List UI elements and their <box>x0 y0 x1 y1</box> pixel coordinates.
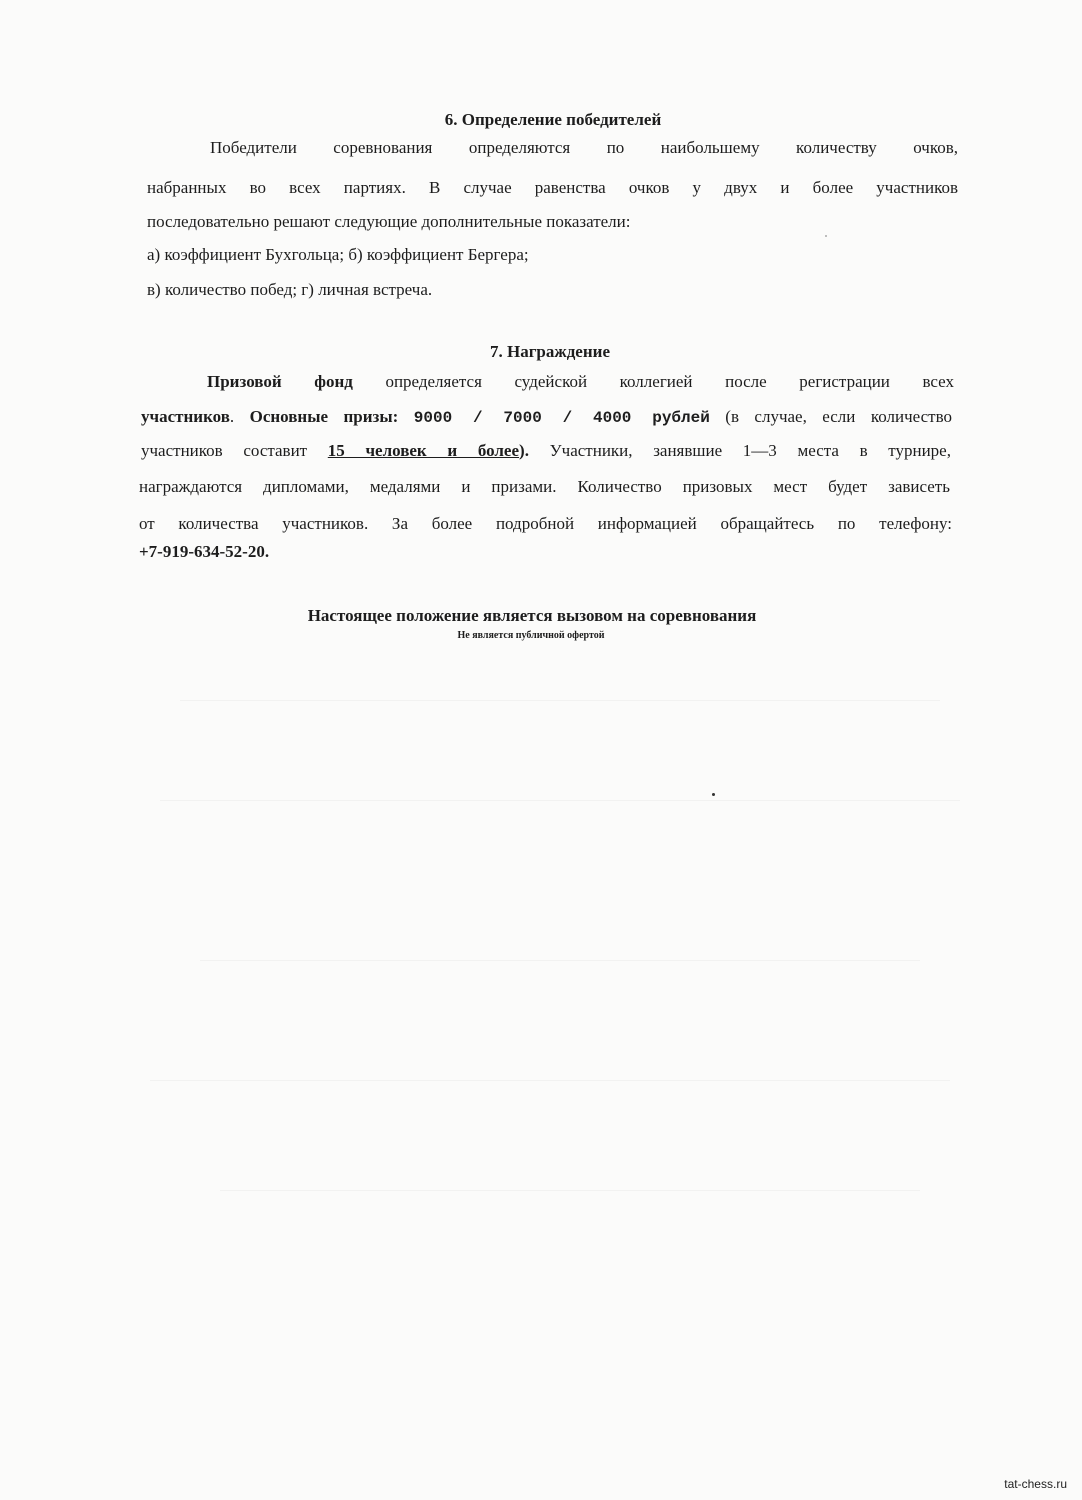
closing-statement: Настоящее положение является вызовом на соревнования <box>307 606 757 625</box>
section-7-line-2-dot: . <box>229 407 250 426</box>
bleed-through-mark <box>150 1080 950 1081</box>
section-7-line-4: награждаются дипломами, медалями и призами. Количество призовых мест будет зависеть <box>139 477 950 496</box>
section-7-line-1-text: определяется судейской коллегией после регистрации всех <box>352 372 954 391</box>
bleed-through-mark <box>180 700 940 701</box>
closing-disclaimer: Не является публичной офертой <box>457 630 605 641</box>
section-7-line-3-paren: ). <box>519 441 529 460</box>
section-7-line-1 <box>207 372 954 392</box>
section-7-line-3-start: участников составит <box>141 441 328 460</box>
bleed-through-mark <box>200 960 920 961</box>
main-prizes-values: 9000 / 7000 / 4000 рублей <box>413 409 710 427</box>
section-6-line-5: в) количество побед; г) личная встреча. <box>147 280 433 299</box>
section-6-line-4: а) коэффициент Бухгольца; б) коэффициент Бергера; <box>147 245 529 264</box>
section-6-heading: 6. Определение победителей <box>444 110 662 129</box>
section-6-line-1: Победители соревнования определяются по наибольшему количеству очков, <box>210 138 958 157</box>
participants-label: участников <box>141 407 230 426</box>
site-watermark: tat-chess.ru <box>1001 1476 1070 1492</box>
bleed-through-mark <box>160 800 960 801</box>
section-7-heading: 7. Награждение <box>489 342 610 361</box>
contact-phone: +7-919-634-52-20. <box>139 542 270 561</box>
prize-fund-label: Призовой фонд <box>207 372 353 391</box>
section-6-line-2: набранных во всех партиях. В случае равенства очков у двух и более участников <box>147 178 958 197</box>
min-participants-condition: 15 человек и более <box>327 441 520 460</box>
section-7-line-3 <box>141 441 951 461</box>
section-7-line-5: от количества участников. За более подробной информацией обращайтесь по телефону: <box>139 514 952 533</box>
section-7-line-2 <box>141 407 952 427</box>
section-6-line-3: последовательно решают следующие дополнительные показатели: <box>147 212 631 231</box>
main-prizes-label: Основные призы: <box>249 407 414 426</box>
bleed-through-mark <box>220 1190 920 1191</box>
section-7-line-2-text: (в случае, если количество <box>709 407 952 426</box>
scan-speck <box>825 235 827 237</box>
section-7-line-3-text: Участники, занявшие 1—3 места в турнире, <box>528 441 951 460</box>
scan-speck <box>712 793 715 796</box>
